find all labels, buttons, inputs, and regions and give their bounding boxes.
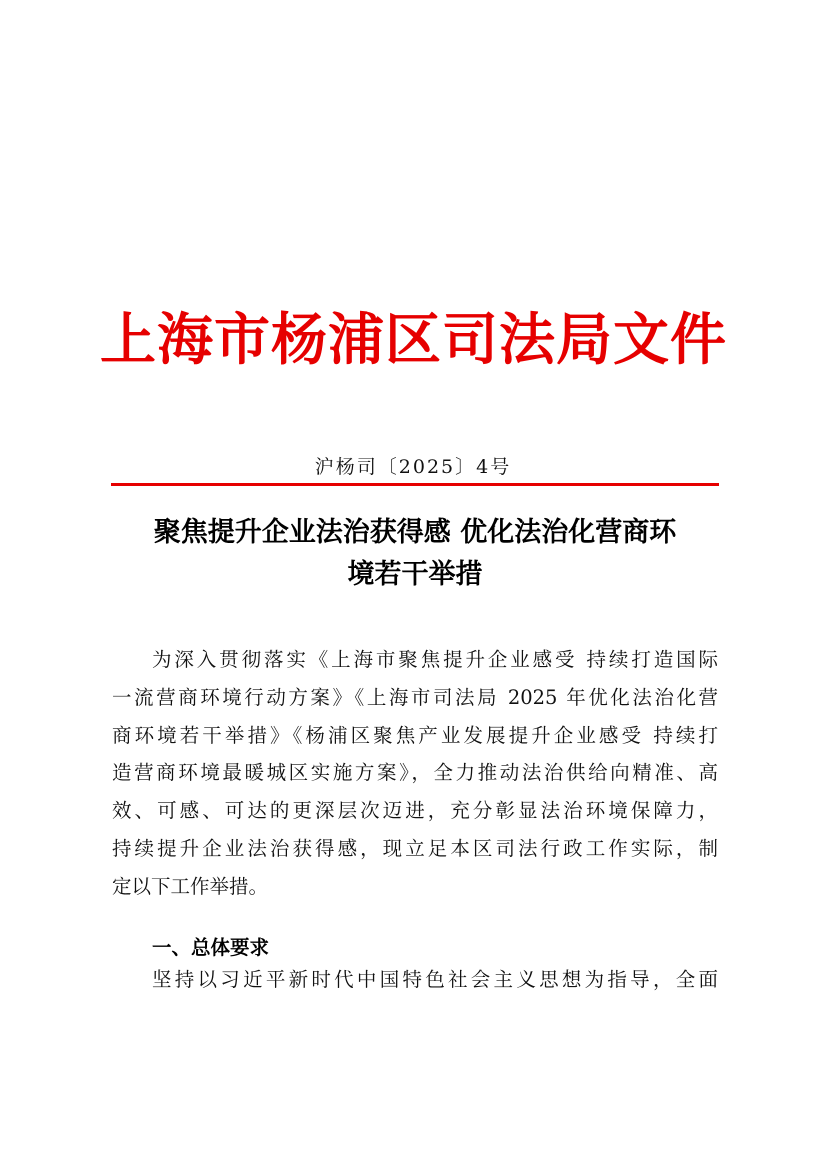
paragraph-line: 为深入贯彻落实《上海市聚焦提升企业感受 持续打造国际 [152, 648, 718, 671]
paragraph-line: 坚持以习近平新时代中国特色社会主义思想为指导，全面 [152, 968, 718, 991]
document-title-line-2: 境若干举措 [347, 559, 483, 590]
document-title-line-1: 聚焦提升企业法治获得感 优化法治化营商环 [153, 517, 677, 548]
issuer-title: 上海市杨浦区司法局文件 [100, 307, 727, 373]
paragraph-line: 效、可感、可达的更深层次迈进，充分彰显法治环境保障力， [112, 799, 718, 822]
paragraph-line: 造营商环境最暖城区实施方案》，全力推动法治供给向精准、高 [112, 761, 718, 784]
section-heading: 一、总体要求 [152, 936, 270, 959]
red-divider [111, 483, 719, 486]
paragraph-line: 一流营商环境行动方案》《上海市司法局 2025 年优化法治化营 [112, 686, 718, 709]
paragraph-line: 商环境若干举措》《杨浦区聚焦产业发展提升企业感受 持续打 [112, 724, 718, 747]
document-number: 沪杨司〔2025〕4号 [314, 456, 512, 478]
paragraph-line: 定以下工作举措。 [112, 875, 269, 898]
paragraph-line: 持续提升企业法治获得感，现立足本区司法行政工作实际，制 [112, 837, 718, 860]
